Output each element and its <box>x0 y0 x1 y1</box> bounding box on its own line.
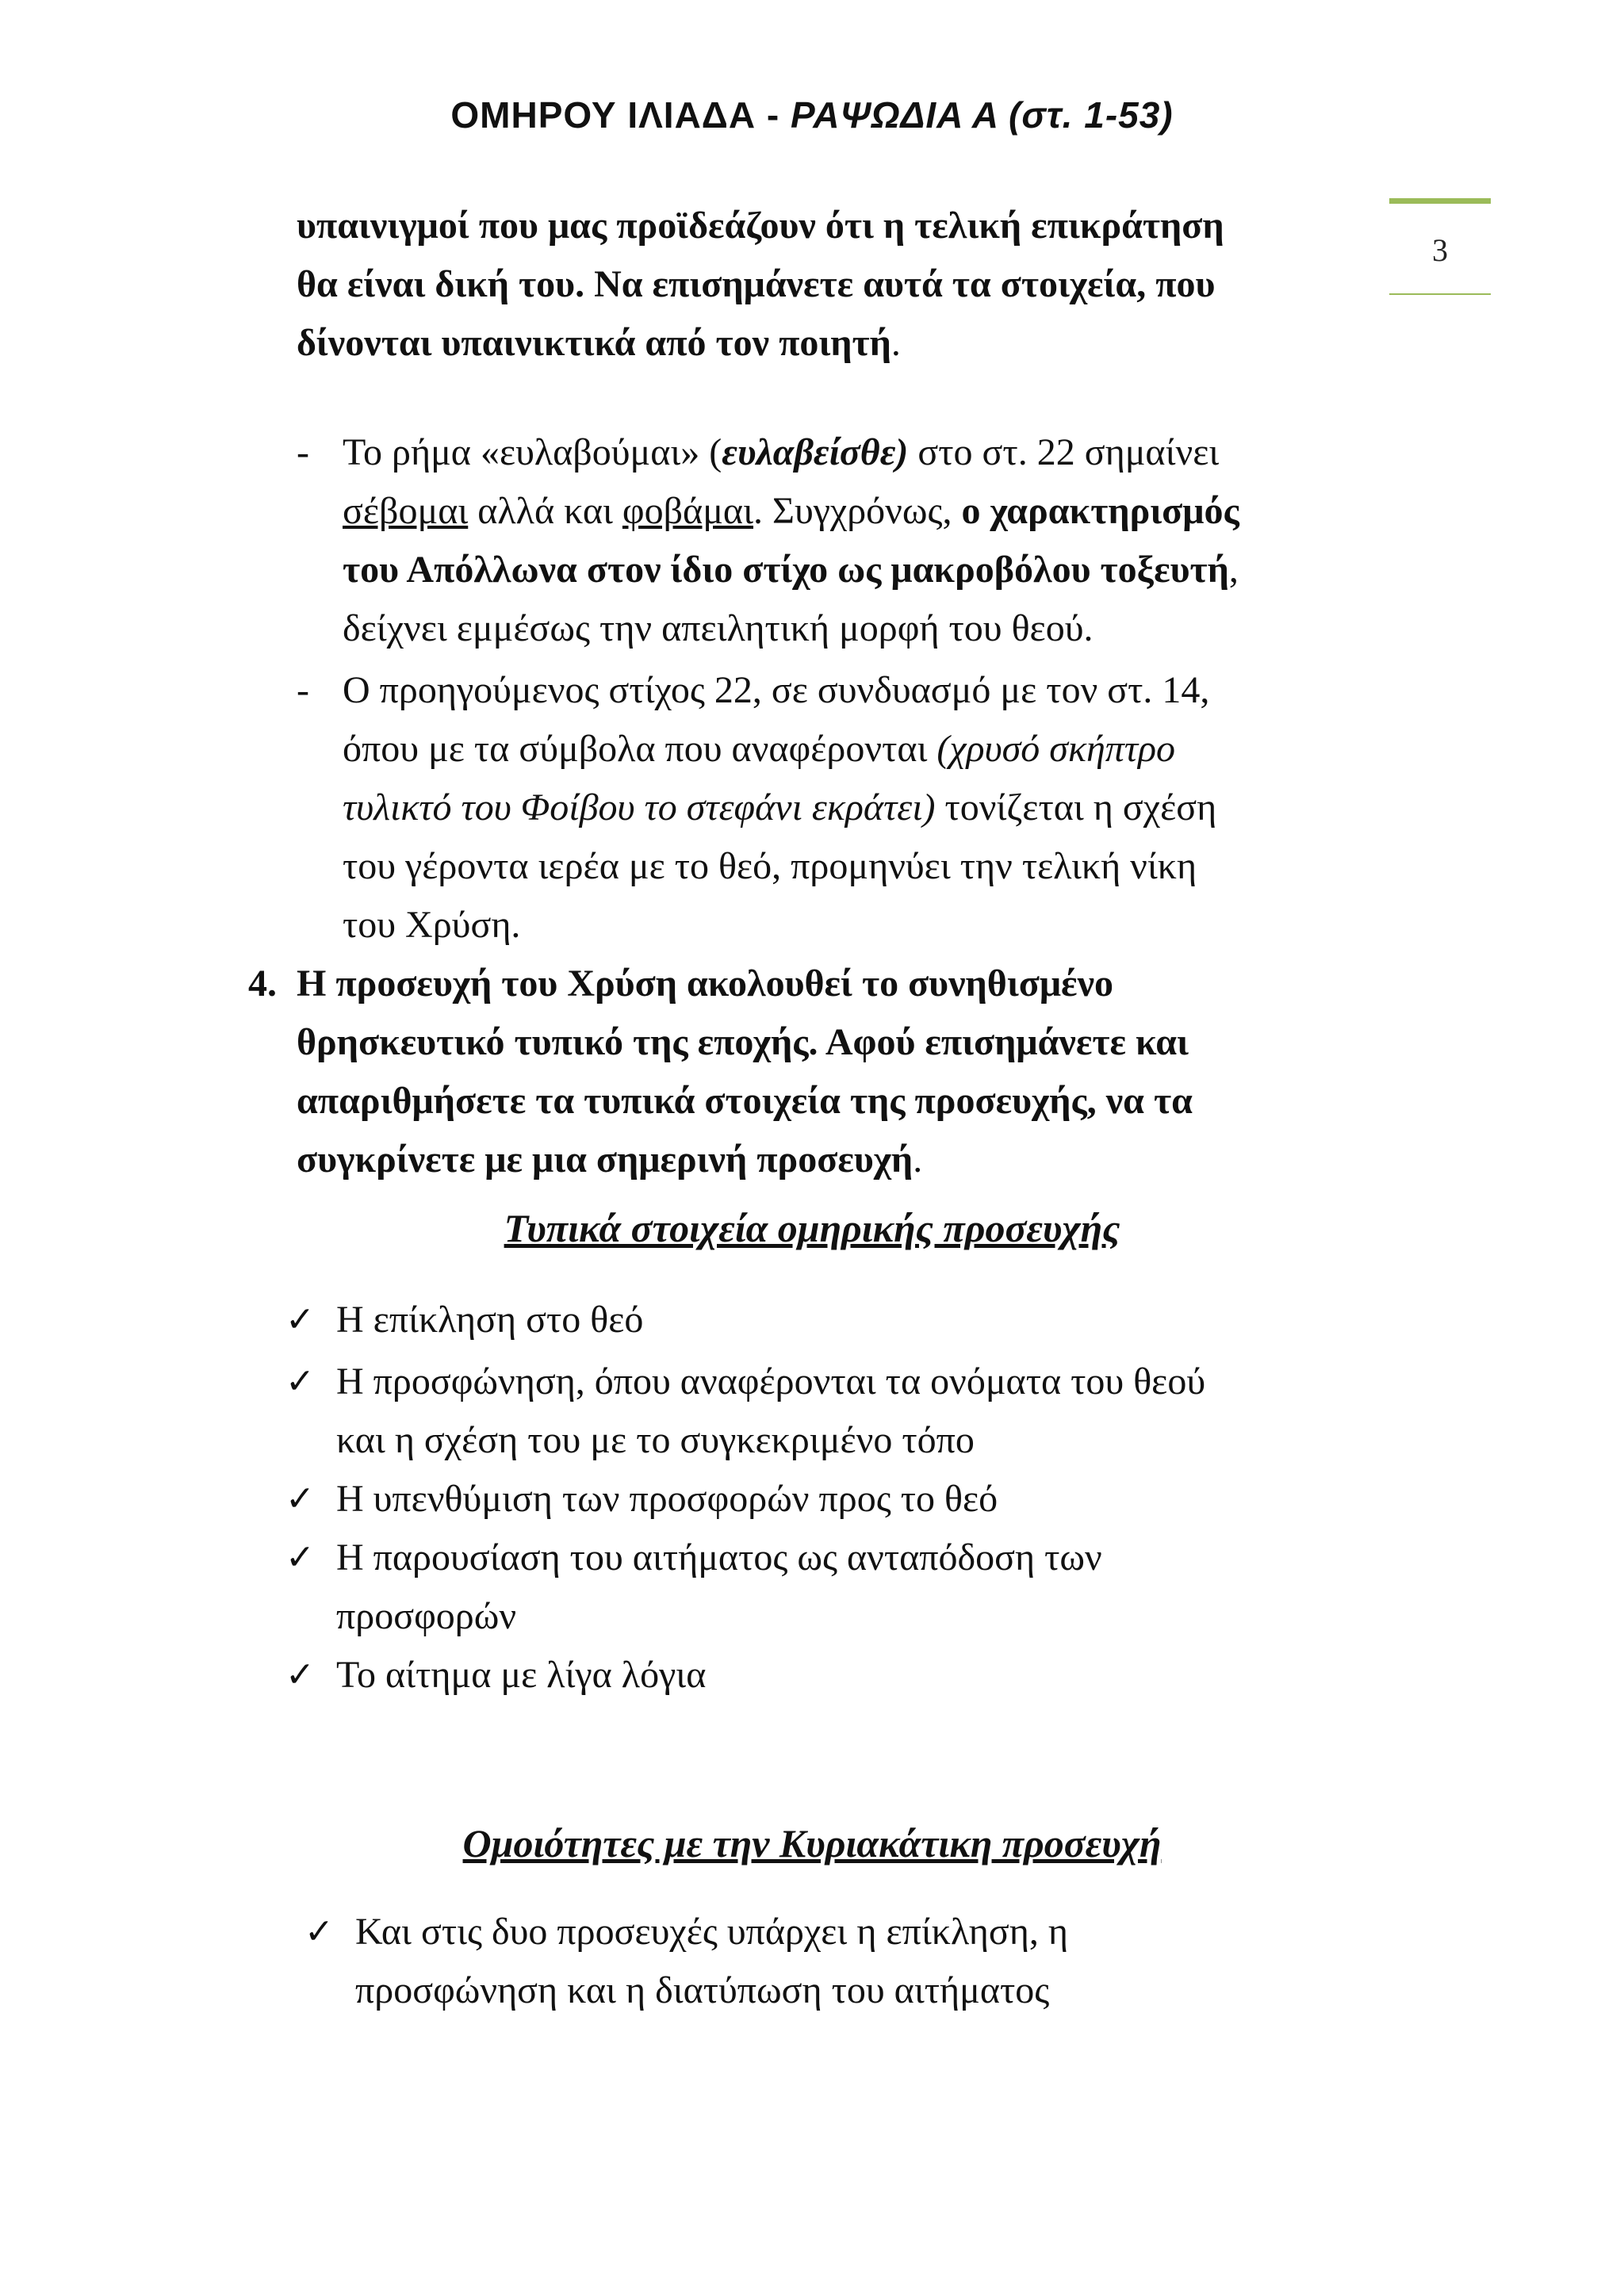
page-number-top-rule <box>1389 198 1491 204</box>
dash1-sevomai: σέβομαι <box>343 490 469 532</box>
list-item: Η παρουσίαση του αιτήματος ως ανταπόδοση των <box>336 1536 1102 1578</box>
dash2-text-b: τονίζεται η σχέση <box>935 786 1217 828</box>
list-item-continuation: προσφώνηση και η διατύπωση του αιτήματος <box>355 1969 1050 2011</box>
dash2-italic-a: (χρυσό σκήπτρο <box>936 728 1176 770</box>
dash2-text-a: όπου με τα σύμβολα που αναφέρονται <box>343 728 937 770</box>
dash1-text-a: Το ρήμα «ευλαβούμαι» ( <box>343 431 722 473</box>
dash1-text-synchronos: . Συγχρόνως, <box>753 490 962 532</box>
list-item: Και στις δυο προσευχές υπάρχει η επίκληση, η <box>355 1911 1068 1953</box>
q4-line-4 <box>297 1131 1386 1189</box>
header-subtitle: ΡΑΨΩΔΙΑ Α (στ. 1-53) <box>790 94 1174 136</box>
q4-line-4-text: συγκρίνετε με μια σημερινή προσευχή <box>297 1138 914 1181</box>
dash1-comma: , <box>1228 549 1239 591</box>
page-number: 3 <box>1432 232 1448 268</box>
page-number-bottom-rule <box>1389 293 1491 295</box>
intro-line-3-text: δίνονται υπαινικτικά από τον ποιητή <box>297 322 891 364</box>
dash1-fovamai: φοβάμαι <box>622 490 753 532</box>
header-title: ΟΜΗΡΟΥ ΙΛΙΑΔΑ - <box>450 94 791 136</box>
q4-line-3: απαριθμήσετε τα τυπικά στοιχεία της προσευχής, να τα <box>297 1080 1193 1122</box>
dash2-line-3 <box>343 779 1386 837</box>
list-item-continuation: προσφορών <box>336 1595 517 1637</box>
list-item: Η προσφώνηση, όπου αναφέρονται τα ονόματα του θεού <box>336 1360 1206 1402</box>
check-icon: ✓ <box>285 1300 315 1339</box>
dash2-italic-b: τυλικτό του Φοίβου το στεφάνι εκράτει) <box>343 786 936 828</box>
list-item-continuation: και η σχέση του με το συγκεκριμένο τόπο <box>336 1419 975 1461</box>
dash1-line-4: δείχνει εμμέσως την απειλητική μορφή του θεού. <box>343 607 1094 649</box>
page-header <box>0 94 1624 136</box>
dash1-text-c: στο στ. 22 σημαίνει <box>908 431 1220 473</box>
intro-line-3 <box>297 314 1386 373</box>
check-icon: ✓ <box>285 1479 315 1518</box>
dash-marker-1: - <box>297 431 309 473</box>
dash1-line-3 <box>343 541 1386 599</box>
dash1-line-2 <box>343 482 1386 541</box>
q4-line-4-period: . <box>913 1138 923 1181</box>
section-title-homeric-prayer: Τυπικά στοιχεία ομηρικής προσευχής <box>504 1206 1120 1250</box>
q4-line-2: θρησκευτικό τυπικό της εποχής. Αφού επισημάνετε και <box>297 1021 1189 1063</box>
dash2-line-2 <box>343 720 1386 779</box>
section-title-sunday-prayer: Ομοιότητες με την Κυριακάτικη προσευχή <box>462 1821 1162 1866</box>
check-icon: ✓ <box>285 1362 315 1401</box>
list-item: Η υπενθύμιση των προσφορών προς το θεό <box>336 1478 998 1520</box>
check-icon: ✓ <box>285 1655 315 1694</box>
list-item: Το αίτημα με λίγα λόγια <box>336 1654 707 1696</box>
dash2-line-1: Ο προηγούμενος στίχος 22, σε συνδυασμό με τον στ. 14, <box>343 669 1210 711</box>
intro-line-1: υπαινιγμοί που μας προϊδεάζουν ότι η τελική επικράτηση <box>297 205 1224 247</box>
q4-line-1: Η προσευχή του Χρύση ακολουθεί το συνηθισμένο <box>297 962 1114 1004</box>
question-number: 4. <box>248 962 277 1004</box>
dash1-bold-b: του Απόλλωνα στον ίδιο στίχο ως μακροβόλου τοξευτή <box>343 549 1229 591</box>
dash1-bold-a: ο χαρακτηρισμός <box>961 490 1239 532</box>
dash1-text-alla: αλλά και <box>468 490 622 532</box>
check-icon: ✓ <box>285 1538 315 1577</box>
dash2-line-5: του Χρύση. <box>343 904 521 946</box>
check-icon: ✓ <box>304 1912 334 1951</box>
dash1-line-1 <box>343 423 1386 482</box>
intro-line-2: θα είναι δική του. Να επισημάνετε αυτά τα στοιχεία, που <box>297 263 1216 305</box>
dash-marker-2: - <box>297 669 309 711</box>
intro-line-3-period: . <box>891 322 901 364</box>
dash2-line-4: του γέροντα ιερέα με το θεό, προμηνύει την τελική νίκη <box>343 845 1197 887</box>
dash1-term: ευλαβείσθε) <box>722 431 909 473</box>
list-item: Η επίκληση στο θεό <box>336 1299 644 1341</box>
